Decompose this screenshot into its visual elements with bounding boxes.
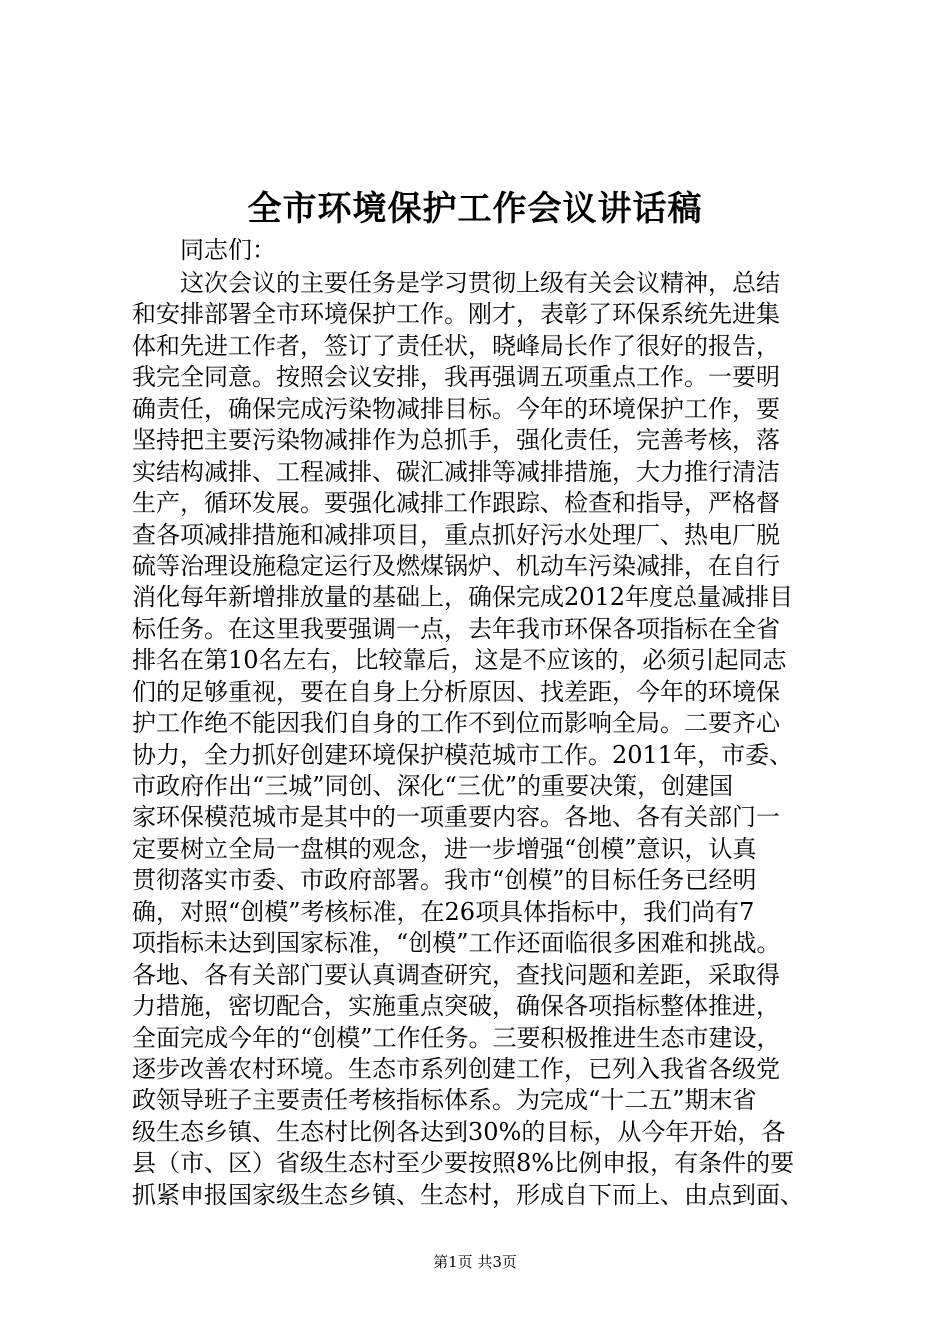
body-line: 我完全同意。按照会议安排，我再强调五项重点工作。一要明 [132,363,780,392]
document-title: 全市环境保护工作会议讲话稿 [247,189,703,229]
body-line: 抓紧申报国家级生态乡镇、生态村，形成自下而上、由点到面、 [132,1180,804,1209]
body-line: 逐步改善农村环境。生态市系列创建工作，已列入我省各级党 [132,1054,780,1083]
salutation: 同志们： [180,236,276,264]
body-line: 硫等治理设施稳定运行及燃煤锅炉、机动车污染减排，在自行 [132,551,780,580]
body-line: 实结构减排、工程减排、碳汇减排等减排措施，大力推行清洁 [132,457,780,486]
body-line: 和安排部署全市环境保护工作。刚才，表彰了环保系统先进集 [132,300,780,329]
body-line: 政领导班子主要责任考核指标体系。为完成“十二五”期末省 [132,1086,757,1115]
body-line: 家环保模范城市是其中的一项重要内容。各地、各有关部门一 [132,803,780,832]
page-footer: 第1页 共3页 [433,1253,517,1271]
body-line: 这次会议的主要任务是学习贯彻上级有关会议精神，总结 [180,269,780,297]
body-line: 消化每年新增排放量的基础上，确保完成2012年度总量减排目 [132,583,794,612]
body-line: 贯彻落实市委、市政府部署。我市“创模”的目标任务已经明 [132,866,757,895]
body-line: 各地、各有关部门要认真调查研究，查找问题和差距，采取得 [132,960,780,989]
body-line: 县（市、区）省级生态村至少要按照8%比例申报，有条件的要 [132,1149,795,1178]
body-line: 体和先进工作者，签订了责任状，晓峰局长作了很好的报告， [132,331,780,360]
body-line: 项指标未达到国家标准，“创模”工作还面临很多困难和挑战。 [132,929,781,958]
body-line: 排名在第10名左右，比较靠后，这是不应该的，必须引起同志 [132,646,787,675]
body-line: 标任务。在这里我要强调一点，去年我市环保各项指标在全省 [132,614,780,643]
body-line: 级生态乡镇、生态村比例各达到30%的目标，从今年开始，各 [132,1117,786,1146]
body-line: 协力，全力抓好创建环境保护模范城市工作。2011年，市委、 [132,740,794,769]
body-line: 们的足够重视，要在自身上分析原因、找差距，今年的环境保 [132,677,780,706]
body-line: 护工作绝不能因我们自身的工作不到位而影响全局。二要齐心 [132,709,780,738]
body-line: 生产，循环发展。要强化减排工作跟踪、检查和指导，严格督 [132,489,780,518]
body-line: 市政府作出“三城”同创、深化“三优”的重要决策，创建国 [132,772,734,800]
body-line: 确，对照“创模”考核标准，在26项具体指标中，我们尚有7 [132,897,755,926]
body-line: 确责任，确保完成污染物减排目标。今年的环境保护工作，要 [132,394,780,423]
body-line: 坚持把主要污染物减排作为总抓手，强化责任，完善考核，落 [132,426,780,455]
body-text [132,268,842,1211]
body-line: 力措施，密切配合，实施重点突破，确保各项指标整体推进， [132,992,780,1021]
body-line: 定要树立全局一盘棋的观念，进一步增强“创模”意识，认真 [132,834,757,863]
body-line: 查各项减排措施和减排项目，重点抓好污水处理厂、热电厂脱 [132,520,780,549]
body-line: 全面完成今年的“创模”工作任务。三要积极推进生态市建设， [132,1023,781,1052]
